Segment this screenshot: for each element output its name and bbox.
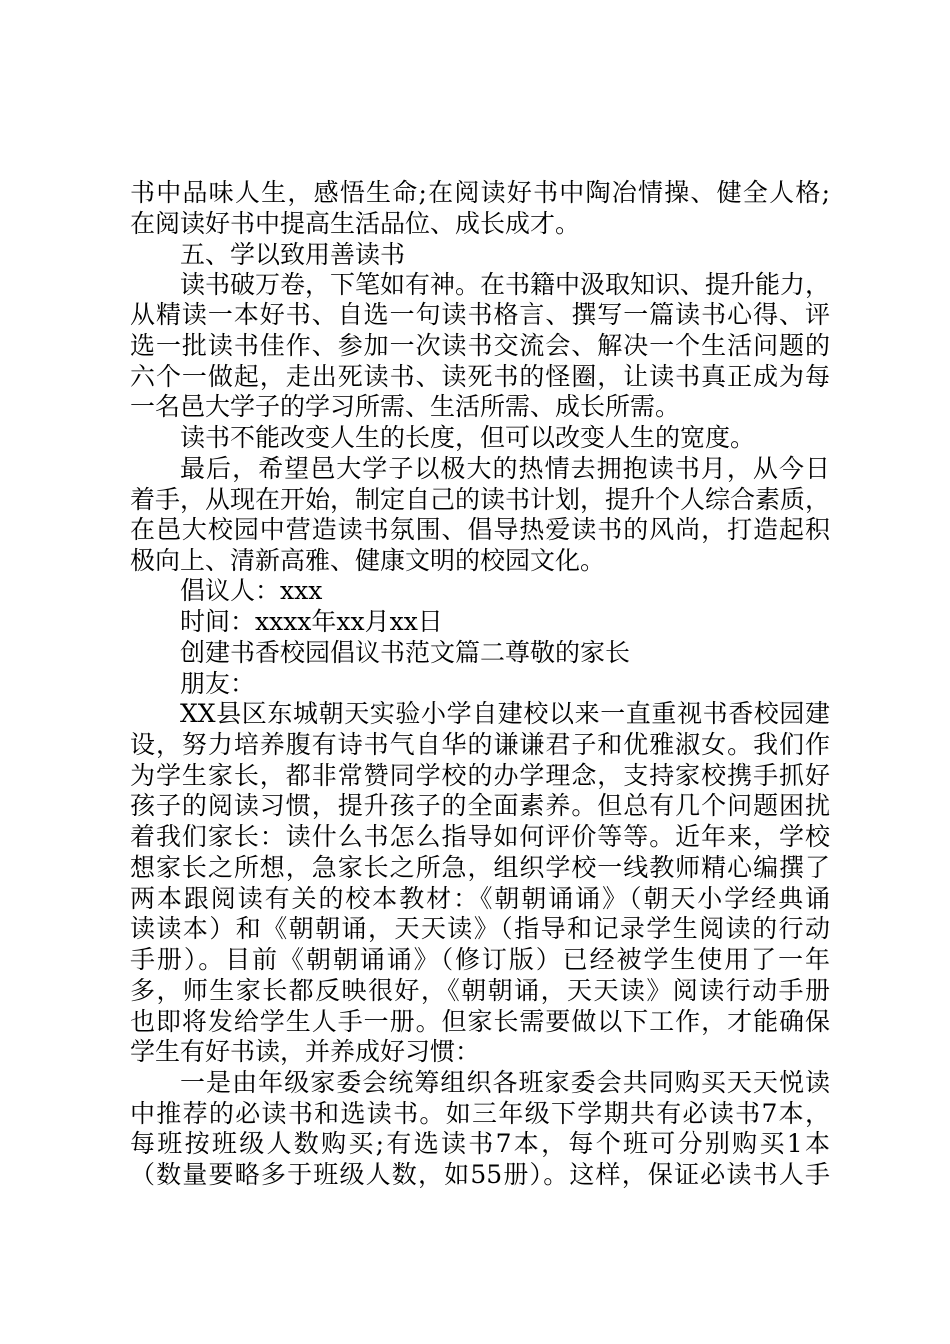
text-line: 想家长之所想，急家长之所急，组织学校一线教师精心编撰了: [130, 853, 830, 882]
text-line: 一是由年级家委会统筹组织各班家委会共同购买天天悦读: [180, 1068, 830, 1097]
text-line: 两本跟阅读有关的校本教材：《朝朝诵诵》（朝天小学经典诵: [130, 884, 830, 913]
text-line: 也即将发给学生人手一册。但家长需要做以下工作，才能确保: [130, 1007, 830, 1036]
text-line: 从精读一本好书、自选一句读书格言、撰写一篇读书心得、评: [130, 300, 830, 329]
salutation-line: 朋友：: [180, 669, 256, 698]
text-line: （数量要略多于班级人数，如55册）。这样，保证必读书人手: [130, 1160, 830, 1189]
text-line: 在邑大校园中营造读书氛围、倡导热爱读书的风尚，打造起积: [130, 515, 830, 544]
section-heading: 五、学以致用善读书: [180, 240, 406, 269]
article-title: 创建书香校园倡议书范文篇二尊敬的家长: [180, 638, 631, 667]
text-line: 多，师生家长都反映很好，《朝朝诵，天天读》阅读行动手册: [130, 976, 830, 1005]
text-line: 在阅读好书中提高生活品位、成长成才。: [130, 209, 581, 238]
text-line: 极向上、清新高雅、健康文明的校园文化。: [130, 546, 606, 575]
text-line: 学生有好书读，并养成好习惯：: [130, 1037, 481, 1066]
text-line: 书中品味人生，感悟生命;在阅读好书中陶冶情操、健全人格;: [130, 178, 830, 207]
text-line: 孩子的阅读习惯，提升孩子的全面素养。但总有几个问题困扰: [130, 791, 830, 820]
text-line: 为学生家长，都非常赞同学校的办学理念，支持家校携手抓好: [130, 761, 830, 790]
text-line: 六个一做起，走出死读书、读死书的怪圈，让读书真正成为每: [130, 362, 830, 391]
text-line: 着我们家长：读什么书怎么指导如何评价等等。近年来，学校: [130, 822, 830, 851]
text-line: 读书不能改变人生的长度，但可以改变人生的宽度。: [180, 423, 756, 452]
text-line: 读书破万卷，下笔如有神。在书籍中汲取知识、提升能力，: [180, 270, 831, 299]
text-line: 最后，希望邑大学子以极大的热情去拥抱读书月，从今日: [180, 454, 830, 483]
text-line: 每班按班级人数购买;有选读书7本，每个班可分别购买1本: [130, 1129, 830, 1158]
text-line: 手册）。目前《朝朝诵诵》（修订版）已经被学生使用了一年: [130, 945, 830, 974]
text-line: 读读本）和《朝朝诵，天天读》（指导和记录学生阅读的行动: [130, 914, 830, 943]
text-line: 选一批读书佳作、参加一次读书交流会、解决一个生活问题的: [130, 331, 830, 360]
text-line: 设，努力培养腹有诗书气自华的谦谦君子和优雅淑女。我们作: [130, 730, 830, 759]
text-line: 着手，从现在开始，制定自己的读书计划，提升个人综合素质，: [130, 485, 831, 514]
text-line: 一名邑大学子的学习所需、生活所需、成长所需。: [130, 392, 681, 421]
date-line: 时间：xxxx年xx月xx日: [180, 607, 443, 636]
text-line: 中推荐的必读书和选读书。如三年级下学期共有必读书7本，: [130, 1099, 830, 1128]
signatory-line: 倡议人：xxx: [180, 576, 323, 605]
text-line: XX县区东城朝天实验小学自建校以来一直重视书香校园建: [180, 699, 830, 728]
